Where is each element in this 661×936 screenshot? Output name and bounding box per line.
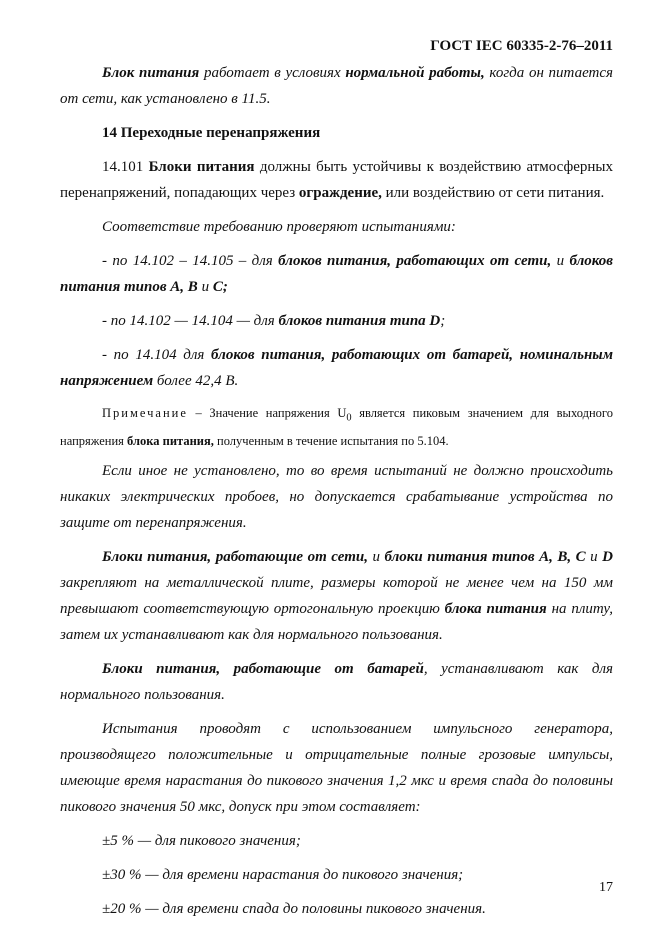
- term-power-supply: блока питания,: [127, 433, 214, 448]
- text-span: – Значение напряжения U: [187, 406, 347, 420]
- clause-number: 14.101: [102, 159, 149, 175]
- text-span: работает в условиях: [199, 65, 346, 81]
- paragraph-impulse-generator: Испытания проводят с использованием импульсного генератора, производящего положительные и отрицательные полные грозовые импульсы, имеющие время нарастания до пикового значения 1,2 мкс и время спада до половины пикового значения 50 мкс, допуск при этом составляет:: [60, 720, 613, 815]
- text-span: полученным в течение испытания по 5.104.: [213, 433, 449, 448]
- paragraph-power-supply-normal-operation: [60, 60, 613, 112]
- text-span: когда он питается от сети, как установлено в 11.5.: [60, 65, 613, 107]
- term-enclosure: ограждение,: [298, 185, 382, 201]
- text-span: и: [367, 548, 385, 565]
- section-heading-14: 14 Переходные перенапряжения: [102, 125, 321, 141]
- paragraph-compliance-check: Соответствие требованию проверяют испытаниями:: [102, 219, 456, 235]
- text-span: или воздействию от сети питания.: [381, 185, 605, 201]
- paragraph-14-101: [60, 154, 613, 206]
- term-battery-power-supplies-rated-voltage: блоков питания, работающих от батарей, номинальным напряжением: [60, 347, 613, 389]
- term-power-supplies-types: блоков питания типов А, В: [60, 253, 613, 295]
- text-span: и: [585, 548, 603, 565]
- note-label: Примечание: [102, 406, 188, 420]
- term-power-supplies-type-d: блоков питания типа D: [278, 313, 441, 329]
- text-span: более 42,4 В.: [153, 373, 239, 389]
- text-span: является пиковым значением для выходного напряжения: [60, 406, 613, 448]
- text-span: закрепляют на металлической плите, размеры которой не менее чем на 150 мм превышают соответствующую ортогональную проекцию: [60, 574, 613, 617]
- paragraph-no-breakdowns: Если иное не установлено, то во время испытаний не должно происходить никаких электрических пробоев, но допускается срабатывание устройства по защите от перенапряжения.: [60, 462, 613, 531]
- tolerance-rise-time: ±30 % — для времени нарастания до пикового значения;: [102, 866, 464, 883]
- text-span: , устанавливают как для нормального пользования.: [60, 660, 614, 703]
- tolerance-peak: ±5 % — для пикового значения;: [102, 832, 301, 849]
- list-item-14-104: [60, 342, 613, 394]
- term-normal-operation: нормальной работы,: [345, 65, 485, 81]
- list-item-14-102-104: [60, 308, 613, 334]
- text-span: на плиту, затем их устанавливают как для нормального пользования.: [60, 600, 613, 643]
- paragraph-mounting: [60, 544, 613, 648]
- text-span: должны быть устойчивы к воздействию атмосферных перенапряжений, попадающих через: [60, 159, 613, 201]
- text-span: и: [551, 253, 570, 269]
- term-mains-power-supplies: блоков питания, работающих от сети,: [278, 253, 552, 269]
- note-paragraph: [60, 402, 613, 452]
- page-number: 17: [599, 880, 613, 895]
- tolerance-fall-time: ±20 % — для времени спада до половины пикового значения.: [102, 900, 486, 917]
- paragraph-battery-mounting: [60, 656, 613, 708]
- document-code-header: ГОСТ IEC 60335-2-76–2011: [430, 38, 613, 54]
- term-power-supplies-types: блоки питания типов А, В, С: [384, 548, 586, 565]
- text-span: и: [197, 279, 213, 295]
- term-power-supply: блока питания: [444, 600, 547, 617]
- term-power-supply: Блок питания: [102, 65, 200, 81]
- term-power-supplies: Блоки питания: [148, 159, 255, 175]
- term-battery-power-supplies: Блоки питания, работающие от батарей: [102, 660, 424, 677]
- text-span: - по 14.102 – 14.105 – для: [102, 253, 279, 269]
- text-span: ;: [440, 313, 446, 329]
- subscript-zero: 0: [346, 412, 352, 424]
- text-span: - по 14.102 — 14.104 — для: [102, 313, 279, 329]
- term-type-d: D: [602, 548, 614, 565]
- document-body: [60, 60, 613, 930]
- term-type-c: С;: [212, 279, 228, 295]
- term-mains-power-supplies: Блоки питания, работающие от сети,: [102, 548, 368, 565]
- list-item-14-102-105: [60, 248, 613, 300]
- text-span: - по 14.104 для: [102, 347, 212, 363]
